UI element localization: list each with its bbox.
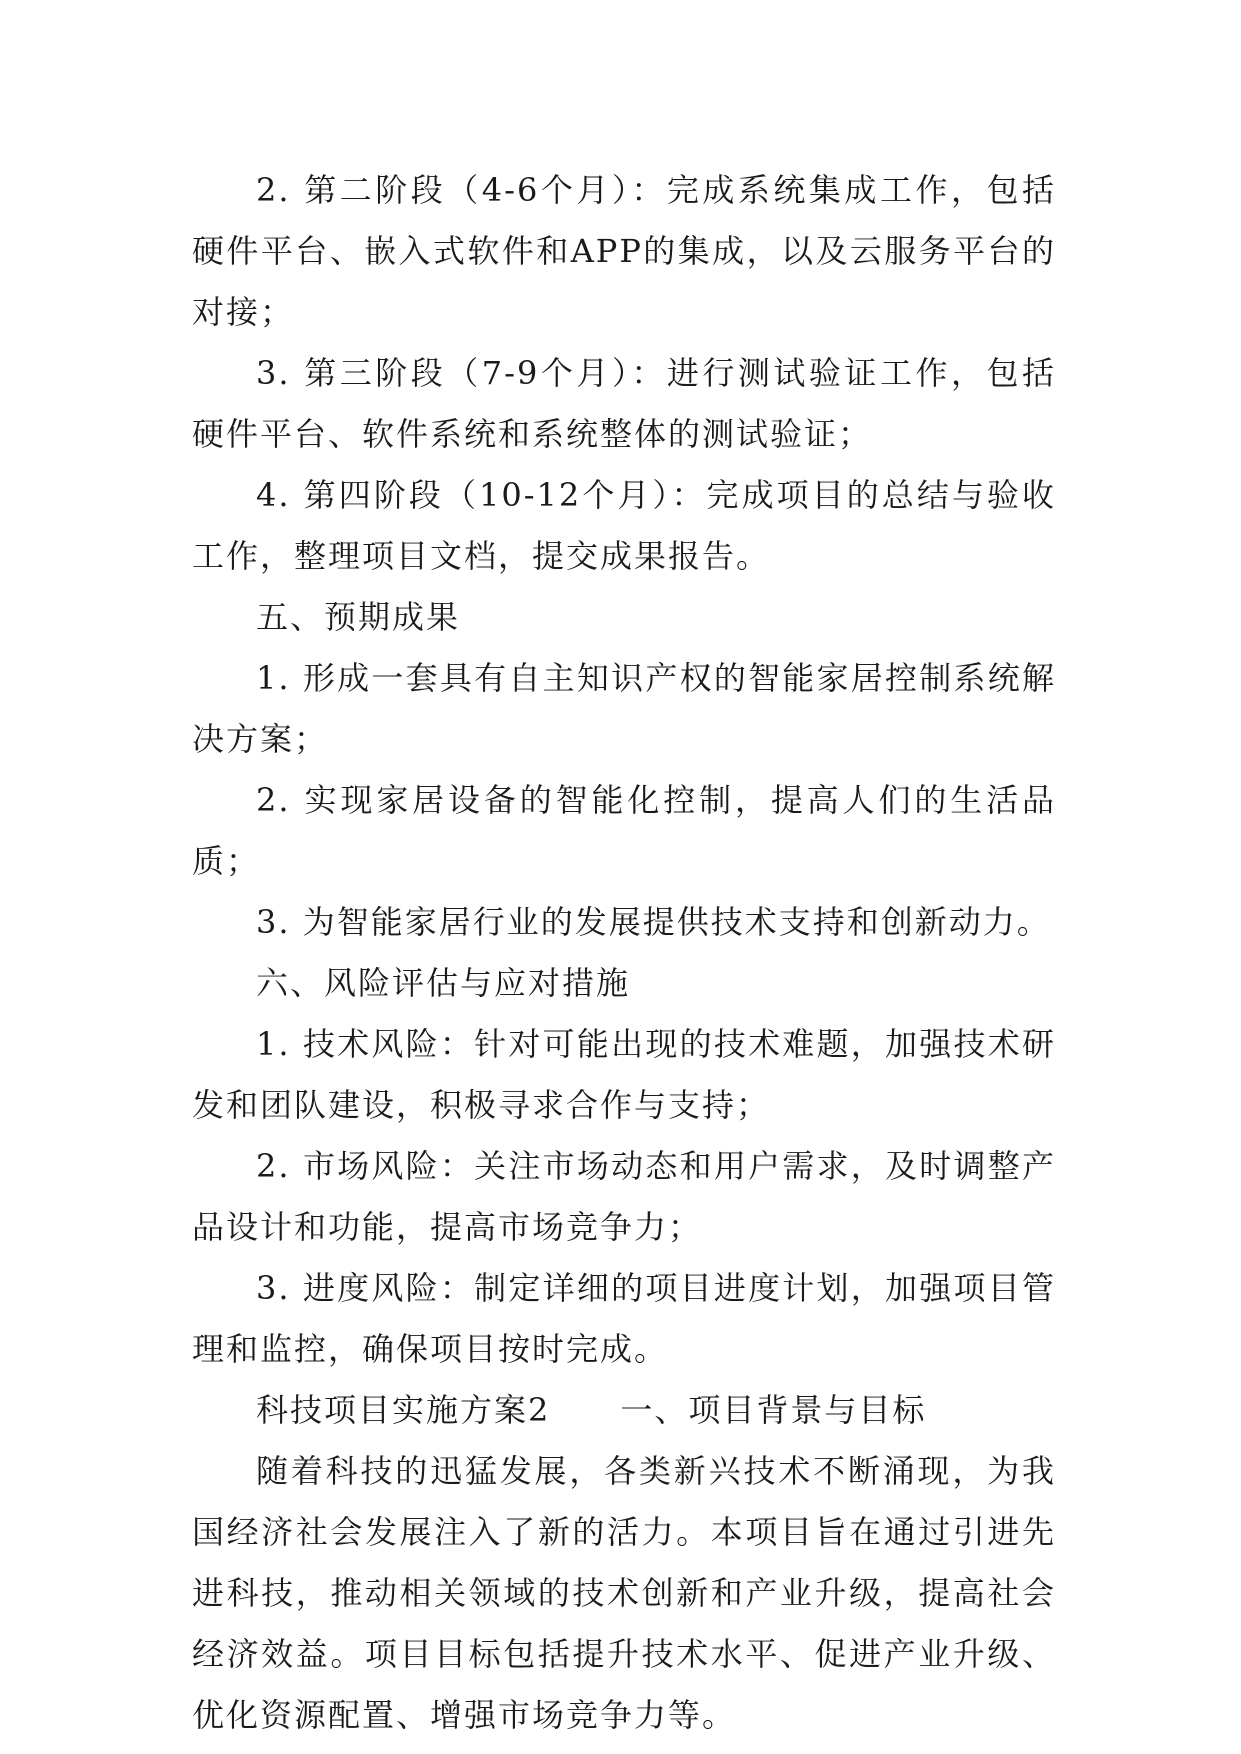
document-title: 科技项目实施方案2 bbox=[256, 1391, 551, 1429]
section-heading-expected-results: 五、预期成果 bbox=[256, 598, 461, 636]
section-heading-background: 一、项目背景与目标 bbox=[620, 1391, 927, 1429]
paragraph-result-2: 2. 实现家居设备的智能化控制，提高人们的生活品质； bbox=[192, 781, 1056, 880]
paragraph-phase-3: 3. 第三阶段（7-9个月）：进行测试验证工作，包括硬件平台、软件系统和系统整体的测试验证； bbox=[192, 354, 1056, 453]
document-body bbox=[192, 160, 1056, 1746]
paragraph-phase-4: 4. 第四阶段（10-12个月）：完成项目的总结与验收工作，整理项目文档，提交成果报告。 bbox=[192, 476, 1056, 575]
document-section-title bbox=[192, 1380, 1056, 1441]
paragraph-result-1: 1. 形成一套具有自主知识产权的智能家居控制系统解决方案； bbox=[192, 659, 1056, 758]
paragraph-phase-2: 2. 第二阶段（4-6个月）：完成系统集成工作，包括硬件平台、嵌入式软件和APP的集成，以及云服务平台的对接； bbox=[192, 171, 1056, 331]
paragraph-risk-schedule: 3. 进度风险：制定详细的项目进度计划，加强项目管理和监控，确保项目按时完成。 bbox=[192, 1269, 1056, 1368]
paragraph-background: 随着科技的迅猛发展，各类新兴技术不断涌现，为我国经济社会发展注入了新的活力。本项目旨在通过引进先进科技，推动相关领域的技术创新和产业升级，提高社会经济效益。项目目标包括提升技术水平、促进产业升级、优化资源配置、增强市场竞争力等。 bbox=[192, 1452, 1056, 1734]
paragraph-risk-market: 2. 市场风险：关注市场动态和用户需求，及时调整产品设计和功能，提高市场竞争力； bbox=[192, 1147, 1056, 1246]
paragraph-result-3: 3. 为智能家居行业的发展提供技术支持和创新动力。 bbox=[256, 903, 1051, 941]
paragraph-risk-technical: 1. 技术风险：针对可能出现的技术难题，加强技术研发和团队建设，积极寻求合作与支持； bbox=[192, 1025, 1056, 1124]
section-heading-risk-assessment: 六、风险评估与应对措施 bbox=[256, 964, 631, 1002]
